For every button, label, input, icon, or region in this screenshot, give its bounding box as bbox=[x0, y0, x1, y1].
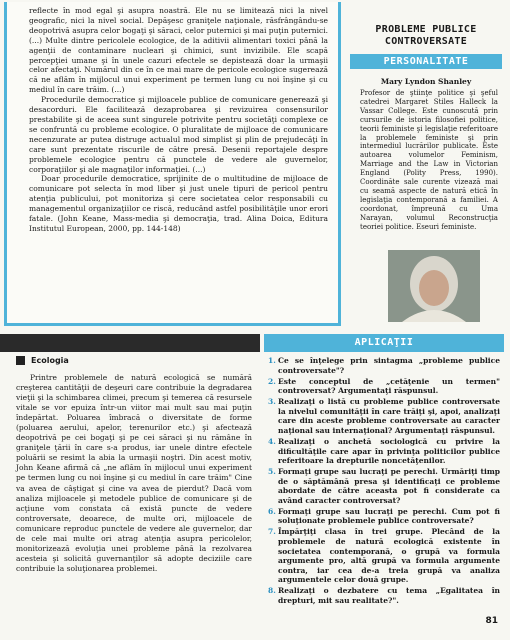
portrait-photo bbox=[388, 250, 480, 322]
list-item bbox=[268, 586, 500, 605]
item-text: Ce se înţelege prin sintagma „probleme publice controversate"? bbox=[278, 356, 500, 375]
quote-paragraph-1: reflecte în mod egal şi asupra noastră. Ele nu se limitează nici la nivel geografic, nici la nivel social. Depăşesc graniţele naţionale, răsfrângându-se deopotrivă asupra celor bogaţi şi săraci, celor puternici şi mai puţin puternici. (...) Multe dintre pericolele ecologice, de la aditivii alimentari toxici până la agenţii de contaminare nucleari şi chimici, sunt invizibile. Ele scapă percepţiei umane şi în unele cazuri efectele se depistează doar la urmaşii celor afectaţi. Numărul din ce în ce mai mare de pericole ecologice sugerează că ne aflăm în mijlocul unui experiment pe termen lung cu noi înşine şi cu mediul în care trăim. (...) bbox=[29, 6, 328, 95]
quote-box bbox=[4, 2, 341, 326]
item-text: Realizaţi o listă cu probleme publice controversate la nivelul comunităţii în care trăiţi şi, apoi, analizaţi care din aceste probleme controversate au caracter naţional sau internaţional? Argumentaţi răspunsul. bbox=[278, 397, 500, 435]
quote-paragraph-3: Doar procedurile democratice, sprijinite de o multitudine de mijloace de comunicare pot selecta în mod liber şi just unele tipuri de pericol pentru atenţia publicului, pot monitoriza şi cere societatea celor responsabili cu managementul organizaţiilor ce riscă, reducând astfel posibilităţile unor erori fatale. (John Keane, Mass-media şi democraţia, trad. Alina Doica, Editura Institutul European, 2000, pp. 144-148) bbox=[29, 174, 328, 233]
item-number: 3. bbox=[268, 397, 276, 407]
item-number: 5. bbox=[268, 467, 276, 477]
list-item bbox=[268, 507, 500, 526]
ecology-paragraph: Printre problemele de natură ecologică se numără creşterea cantităţii de deşeuri care contribuie la degradarea vieţii şi la schimbarea climei, precum şi temerea că resursele vitale se vor epuiza într-un viitor mai mult sau mai puţin îndepărtat. Poluarea îmbracă o diversitate de forme (poluarea aerului, apelor, terenurilor etc.) şi afectează deopotrivă pe cei bogaţi şi pe cei săraci şi nu rămâne în graniţele ţării în care s-a produs, iar unele dintre efectele poluării se resimt la abia la urmaşii noştri. Din acest motiv, John Keane afirmă că „ne aflăm în mijlocul unui experiment pe termen lung cu noi înşine şi cu mediul în care trăim" Cine va avea de câştigat şi cine va avea de pierdut? Dacă vom analiza mijloacele şi metodele publice de comunicare şi de acţiune vom constata că există puncte de vedere controversate, deoarece, de multe ori, mijloacele de comunicare reproduc punctele de vedere ale guvernelor, dar de cele mai multe ori atrag atenţia asupra pericolelor, monitorizează evoluţia unei probleme până la rezolvarea acesteia şi solicită guvernanţilor să adopte deciziile care contribuie la soluţionarea problemei. bbox=[16, 373, 252, 573]
item-text: Formaţi grupe sau lucraţi pe perechi. Cum pot fi soluţionate problemele publice controversate? bbox=[278, 506, 500, 526]
quote-paragraph-2: Procedurile democratice şi mijloacele publice de comunicare generează şi desacorduri. Ele facilitează dezaprobarea şi revizuirea consensurilor prestabilite şi de aceea sunt singurele potrivite pentru societăţi complexe ce se confruntă cu probleme ecologice. O pluralitate de mijloace de comunicare necenzurate ar putea distruge actualul mod simplist şi plin de prejudecăţi în care sunt prezentate riscurile de către presă. Desenii reportajele despre problemele ecologice pentru că punctele de vedere ale guvernelor, corporaţiilor şi ale magnaţilor informaţiei. (...) bbox=[29, 95, 328, 174]
square-bullet-icon bbox=[16, 356, 25, 365]
section-divider-band bbox=[0, 334, 260, 352]
item-number: 8. bbox=[268, 586, 276, 596]
list-item bbox=[268, 437, 500, 466]
ecology-section bbox=[16, 356, 252, 574]
list-item bbox=[268, 377, 500, 396]
item-number: 6. bbox=[268, 506, 276, 516]
item-text: Realizaţi o anchetă sociologică cu privire la dificultăţile care apar în privinţa politicilor publice referitoare la drepturile noncetăţenilor. bbox=[278, 436, 500, 466]
page-number: 81 bbox=[485, 616, 498, 626]
item-text: Realizaţi o dezbatere cu tema „Egalitatea în drepturi, mit sau realitate?". bbox=[278, 586, 500, 605]
personality-banner: PERSONALITATE bbox=[350, 54, 502, 69]
item-text: Împărţiţi clasa în trei grupe. Plecând de la problemele de natură ecologică existente în societatea contemporană, o grupă va formula argumente pro, altă grupă va formula argumente contra, iar cea de-a treia grupă va analiza argumentele celor două grupe. bbox=[278, 527, 500, 585]
item-text: Formaţi grupe sau lucraţi pe perechi. Urmăriţi timp de o săptămână presa şi identificaţi ce probleme abordate de către aceasta pot fi considerate ca având caracter controversat? bbox=[278, 467, 500, 505]
item-number: 4. bbox=[268, 436, 276, 446]
item-text: Este conceptul de „cetăţenie un termen" controversat? Argumentaţi răspunsul. bbox=[278, 376, 500, 396]
person-bio: Profesor de ştiinţe politice şi şeful catedrei Margaret Stiles Halleck la Vassar College. Este cunoscută prin cursurile de istoria filosofiei politice, teorii feministe şi legislaţie referitoare la problemele feministe şi prin intermediul lucrărilor publicate. Este autoarea volumelor Feminism, Marriage and the Law in Victorian England (Polity Press, 1990). Coordinăte sale curente vizează mai cu seamă aspecte de natură etică în legislaţia contemporană a familiei. A coordonat, împreună cu Uma Narayan, volumul Reconstrucţia teoriei politice. Eseuri feministe. bbox=[360, 89, 498, 231]
personality-sidebar bbox=[350, 24, 502, 232]
list-item bbox=[268, 467, 500, 505]
item-number: 2. bbox=[268, 376, 276, 386]
applications-list bbox=[268, 356, 500, 607]
person-name: Mary Lyndon Shanley bbox=[380, 77, 472, 86]
ecology-heading bbox=[16, 356, 252, 365]
item-number: 7. bbox=[268, 527, 276, 537]
ecology-heading-text: Ecologia bbox=[31, 356, 69, 365]
item-number: 1. bbox=[268, 356, 276, 365]
list-item bbox=[268, 397, 500, 435]
list-item bbox=[268, 527, 500, 585]
list-item bbox=[268, 356, 500, 375]
sidebar-title: PROBLEME PUBLICE CONTROVERSATE bbox=[375, 24, 477, 47]
applications-banner: APLICAŢII bbox=[264, 334, 504, 352]
